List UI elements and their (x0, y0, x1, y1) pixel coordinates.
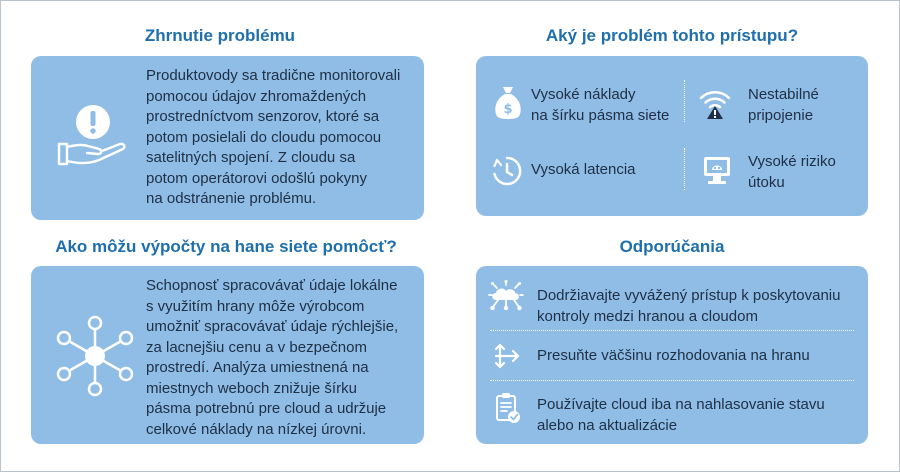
clipboard-check-icon (495, 392, 521, 424)
problem-item-line: útoku (748, 173, 785, 191)
directional-arrows-icon (492, 342, 522, 370)
recommendation-item-balance (537, 286, 840, 327)
summary-line: prostredníctvom senzorov, ktoré sa (146, 108, 380, 125)
problem-item-latency (531, 160, 636, 181)
computer-attack-icon (702, 153, 732, 187)
problem-item-line: Vysoké náklady (531, 86, 636, 103)
edge-line: s využitím hrany môže výrobcom (146, 297, 365, 315)
recommendation-line: Dodržiavajte vyvážený prístup k poskytovaniu (537, 287, 841, 304)
summary-line: pomocou údajov zhromaždených (146, 87, 367, 105)
network-hub-icon (55, 314, 135, 398)
problem-item-line: na šírku pásma siete (531, 106, 670, 124)
clock-latency-icon (490, 154, 524, 188)
edge-heading: Ako môžu výpočty na hane siete pomôcť? (55, 237, 397, 256)
recommendation-line: kontroly medzi hranou a cloudom (537, 307, 758, 325)
edge-line: za lacnejšiu cenu a v bezpečnom (146, 338, 367, 356)
summary-line: na odstránenie problému. (146, 190, 317, 207)
svg-text:$: $ (503, 102, 513, 117)
problem-item-line: Nestabilné (748, 86, 819, 103)
problem-item-line: Vysoké riziko (748, 153, 836, 170)
edge-text (146, 276, 421, 440)
edge-line: miestnych weboch znižuje šírku (146, 379, 357, 397)
problems-heading: Aký je problém tohto prístupu? (545, 26, 799, 45)
edge-line: Schopnosť spracovávať údaje lokálne (146, 277, 398, 294)
edge-line: pásma potrebnú pre cloud a udržuje (146, 400, 387, 417)
problem-item-connection (748, 85, 819, 126)
edge-line: umožniť spracovávať údaje rýchlejšie, (146, 318, 399, 335)
problem-item-attack (748, 152, 836, 193)
recommendations-heading: Odporúčania (619, 237, 725, 256)
cloud-network-icon (488, 280, 524, 312)
recommendation-line: Presuňte väčšinu rozhodovania na hranu (537, 347, 810, 364)
summary-line: potom operátorovi odošlú pokyny (146, 169, 367, 187)
vertical-separator (684, 80, 685, 122)
wifi-warning-icon (698, 86, 732, 120)
recommendation-line: alebo na aktualizácie (537, 416, 678, 434)
horizontal-separator (490, 330, 854, 331)
recommendation-line: Používajte cloud iba na nahlasovanie stavu (537, 396, 825, 413)
summary-line: Produktovody sa tradične monitorovali (146, 67, 401, 84)
money-bag-icon (493, 84, 523, 120)
vertical-separator (684, 148, 685, 190)
recommendation-item-edge (537, 346, 810, 367)
problems-panel (476, 56, 868, 216)
edge-line: prostredí. Analýza umiestnená na (146, 359, 369, 376)
summary-heading: Zhrnutie problému (144, 26, 296, 45)
horizontal-separator (490, 380, 854, 381)
recommendations-panel (476, 266, 868, 444)
hand-with-exclamation-icon (55, 100, 131, 168)
problem-item-line: pripojenie (748, 106, 814, 124)
summary-line: satelitných spojení. Z cloudu sa (146, 149, 356, 166)
edge-panel (31, 266, 424, 444)
summary-line: potom posielali do cloudu pomocou (146, 128, 382, 146)
problem-item-line: Vysoká latencia (531, 161, 636, 178)
summary-text (146, 66, 421, 210)
problem-item-bandwidth (531, 85, 669, 126)
recommendation-item-cloud (537, 395, 825, 436)
edge-line: celkové náklady na nízkej úrovni. (146, 420, 367, 438)
summary-panel (31, 56, 424, 220)
